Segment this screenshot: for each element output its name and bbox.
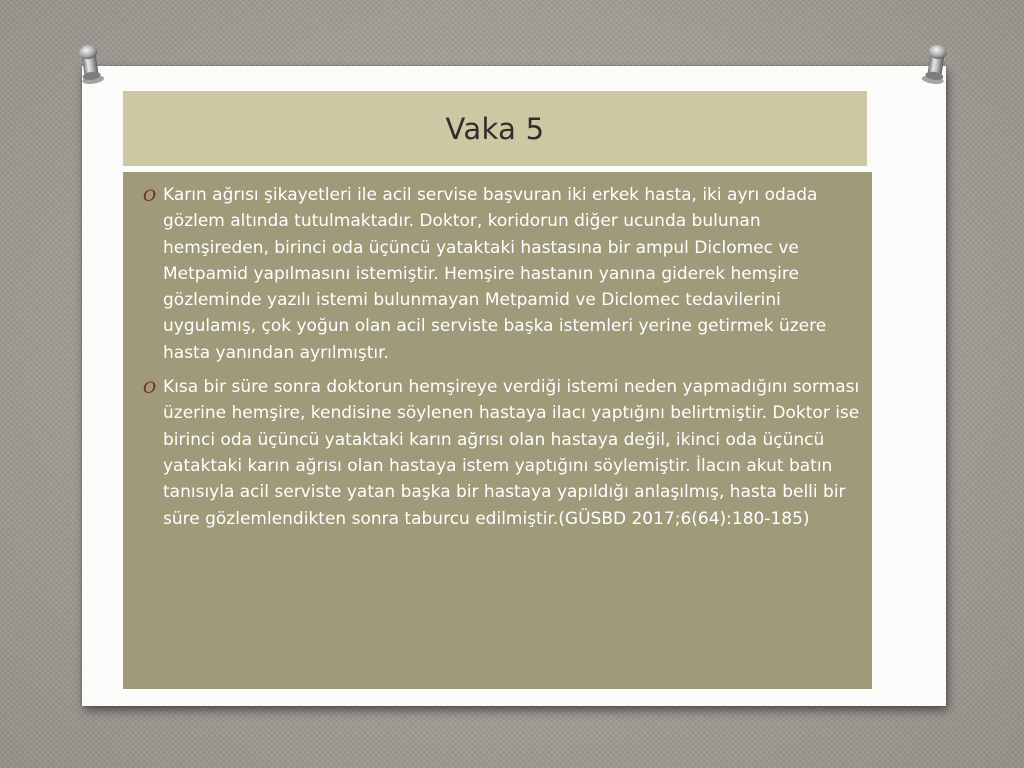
pushpin-icon [919,40,953,87]
bullet-item [133,374,862,532]
bullet-marker-icon: O [143,186,157,205]
bullet-item [133,182,862,366]
bullet-marker-icon: O [143,378,157,398]
bullet-text: Karın ağrısı şikayetleri ile acil servise başvuran iki erkek hasta, iki ayrı odada gözlem altında tutulmaktadır. Doktor, koridorun diğer ucunda bulunan hemşireden, birinci oda üçüncü yataktaki hastasına bir ampul Diclomec ve Metpamid yapılmasını istemiştir. Hemşire hastanın yanına giderek hemşire gözleminde yazılı istemi bulunmayan Metpamid ve Diclomec tedavilerini uygulamış, çok yoğun olan acil serviste başka istemleri yerine getirmek üzere hasta yanından ayrılmıştır. [163,185,827,363]
slide-title: Vaka 5 [445,111,545,146]
pushpin-icon [73,40,107,87]
bullet-text: Kısa bir süre sonra doktorun hemşireye verdiği istemi neden yapmadığını sorması üzerine hemşire, kendisine söylenen hastaya ilacı yaptığını belirtmiştir. Doktor ise birinci oda üçüncü yataktaki karın ağrısı olan hastaya değil, ikinci oda üçüncü yataktaki karın ağrısı olan hastaya istem yaptığını söylemiştir. İlacın akut batın tanısıyla acil serviste yatan başka bir hastaya yapıldığı anlaşılmış, hasta belli bir süre gözlemlendikten sonra taburcu edilmiştir.(GÜSBD 2017;6(64):180-185) [163,377,860,529]
slide-title-bar [123,91,867,166]
slide-body-panel [123,172,872,689]
